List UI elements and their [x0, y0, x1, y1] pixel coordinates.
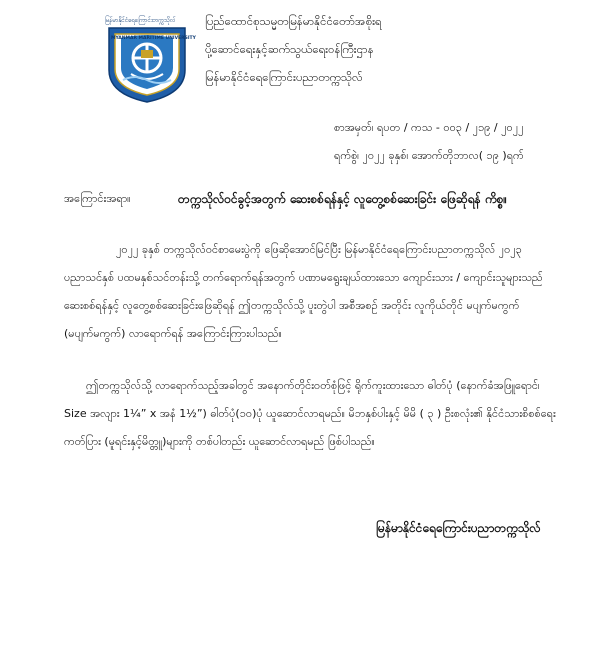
logo-bottom-text: MYANMAR MARITIME UNIVERSITY: [111, 36, 196, 41]
university-logo: [103, 14, 196, 104]
university-seal-icon: [103, 14, 191, 104]
subject-text: တက္ကသိုလ်ဝင်ခွင့်အတွက် ဆေးစစ်ရန်နှင့် လူတွေ့စစ်ဆေးခြင်း ဖြေဆိုရန် ကိစ္စ။: [178, 192, 507, 206]
logo-top-text: မြန်မာနိုင်ငံရေကြောင်းတက္ကသိုလ်: [105, 17, 176, 24]
header-government: ပြည်ထောင်စုသမ္မတမြန်မာနိုင်ငံတော်အစိုးရ: [205, 14, 382, 28]
reference-date: ရက်စွဲ၊ ၂၀၂၂ ခုနှစ်၊ အောက်တိုဘာလ( ၁၉ )ရက်: [334, 149, 524, 162]
subject-label: အကြောင်းအရာ။: [64, 192, 131, 205]
body-paragraph-2: ဤတက္ကသိုလ်သို့ လာရောက်သည့်အခါတွင် အနောက်တိုင်းဝတ်စုံဖြင့် ရိုက်ကူးထားသော ဓါတ်ပုံ (နောက်ခံအဖြူရောင်၊ Size အလျား 1¼” x အနံ 1½”) ဓါတ်ပုံ(၁၀)ပုံ ယူဆောင်လာရမည်။ မိဘနှစ်ပါးနှင့် မိမိ ( ၃ ) ဦးစလုံး၏ နိုင်ငံသားစိစစ်ရေးကတ်ပြား (မူရင်းနှင့်မိတ္တူ)များကို တစ်ပါတည်း ယူဆောင်လာရမည် ဖြစ်ပါသည်။: [64, 379, 556, 448]
header-university: မြန်မာနိုင်ငံရေကြောင်းပညာတက္ကသိုလ်: [205, 70, 363, 84]
body-paragraph-1: ၂၀၂၂ ခုနှစ် တက္ကသိုလ်ဝင်စာမေးပွဲကို ဖြေဆိုအောင်မြင်ပြီး မြန်မာနိုင်ငံရေကြောင်းပညာတက္ကသိုလ် ၂၀၂၃ ပညာသင်နှစ် ပထမနှစ်သင်တန်းသို့ တက်ရောက်ရန်အတွက် ပဏာမရွေးချယ်ထားသော ကျောင်းသား / ကျောင်းသူများသည် ဆေးစစ်ရန်နှင့် လူတွေ့စစ်ဆေးခြင်းဖြေဆိုရန် ဤတက္ကသိုလ်သို့ ပူးတွဲပါ အစီအစဉ် အတိုင်း လူကိုယ်တိုင် မပျက်မကွက် (မပျက်မကွက်) လာရောက်ရန် အကြောင်းကြားပါသည်။: [64, 243, 543, 340]
signature-block: မြန်မာနိုင်ငံရေကြောင်းပညာတက္ကသိုလ်: [376, 521, 541, 535]
reference-number: စာအမှတ်၊ ရပတ / ကသ - ၀၀၃ / ၂၁၉ / ၂၀၂၂: [334, 121, 524, 134]
header-ministry: ပို့ဆောင်ရေးနှင့်ဆက်သွယ်ရေးဝန်ကြီးဌာန: [205, 42, 374, 56]
